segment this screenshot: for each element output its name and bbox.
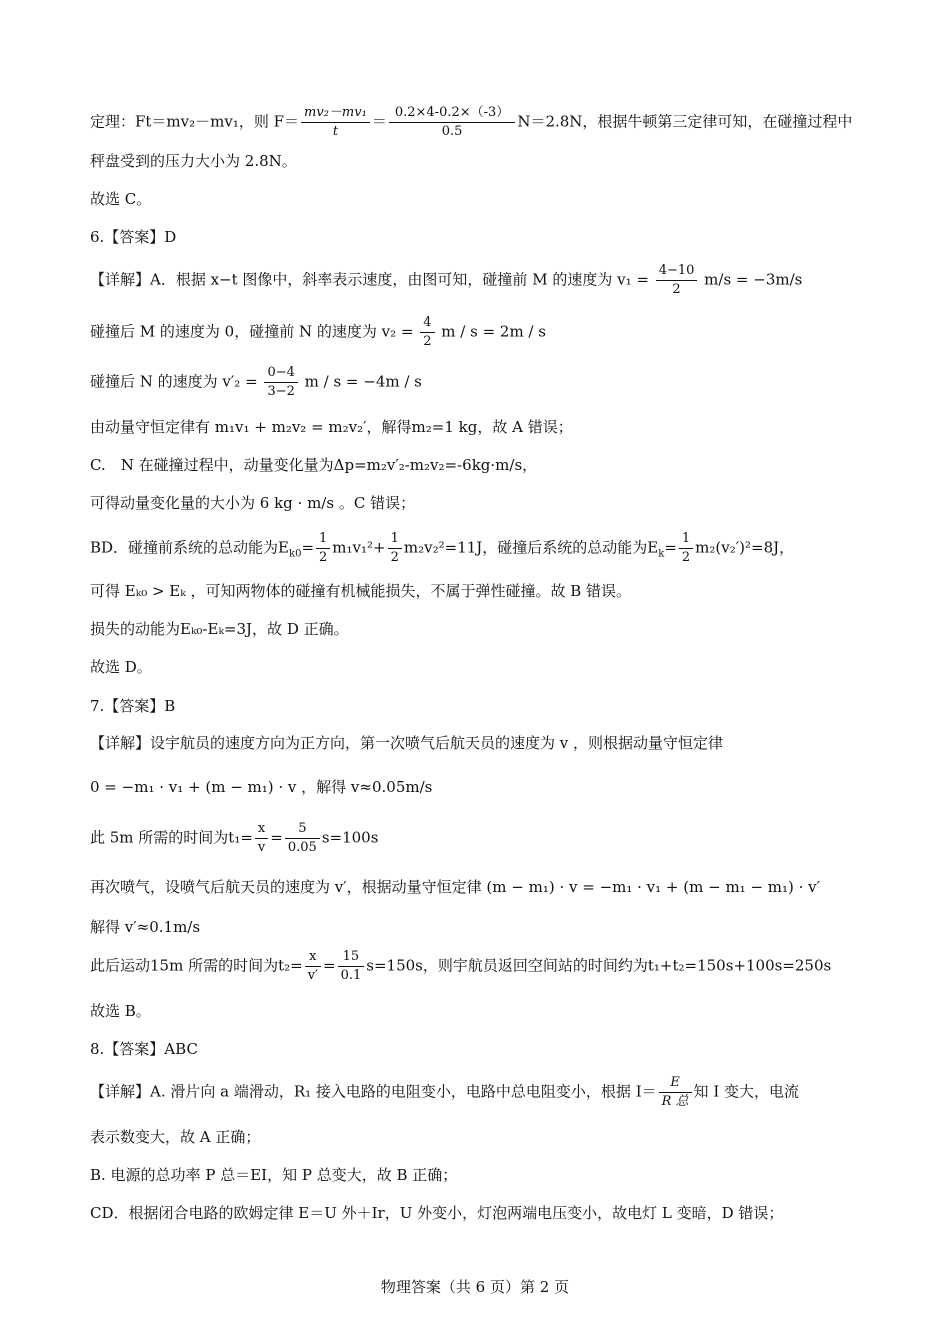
fraction: $\frac{1}{2}$	[316, 530, 330, 567]
line-5: 【详解】A．根据 x−t 图像中，斜率表示速度，由图可知，碰撞前 M 的速度为 v₁ = $\frac{4-10}{2}$ m/s = −3m/s	[90, 263, 803, 297]
fraction: $\frac{5}{0.05}$	[285, 820, 320, 857]
line-6: 碰撞后 M 的速度为 0，碰撞前 N 的速度为 v₂ = $\frac{4}{2}$ m / s = 2m / s	[90, 315, 546, 349]
line-19: 再次喷气，设喷气后航天员的速度为 v′，根据动量守恒定律 (m − m₁) · v = −m₁ · v₁ + (m − m₁ − m₁) · v′	[90, 878, 821, 896]
answer-heading-6: 6.【答案】D	[90, 228, 177, 246]
line-27: CD．根据闭合电路的欧姆定律 E＝U 外＋Ir，U 外变小，灯泡两端电压变小，故电灯 L 变暗，D 错误；	[90, 1204, 784, 1222]
page-footer: 物理答案（共 6 页）第 2 页	[380, 1278, 570, 1296]
fraction: $\frac{4}{2}$	[420, 314, 434, 351]
line-12: 可得 Eₖ₀ > Eₖ ，可知两物体的碰撞有机械能损失，不属于弹性碰撞。故 B 错误。	[90, 582, 632, 600]
fraction: $\frac{0.2\times 4-0.2\times(-3)}{0.5}$	[389, 104, 515, 141]
line-14: 故选 D。	[90, 658, 152, 676]
line-21: 此后运动15m 所需的时间为t₂= $\frac{x}{v'}$ = $\frac{15}{0.1}$ s=150s，则宇航员返回空间站的时间约为t₁+t₂=150s+100s=250s	[90, 949, 832, 983]
answer-heading-7: 7.【答案】B	[90, 697, 176, 715]
line-13: 损失的动能为Eₖ₀-Eₖ=3J，故 D 正确。	[90, 620, 349, 638]
fraction: $\frac{E}{\text{R 总}}$	[659, 1074, 692, 1111]
line-17: 0 = −m₁ · v₁ + (m − m₁) · v ，解得 v≈0.05m/s	[90, 778, 433, 796]
line-1: 定理：Ft＝mv₂－mv₁，则 F＝ $\frac{\text{mv₂－mv₁}}{t}$ ＝ $\frac{0.2\times 4-0.2\times(-3)}{0.5}$ N＝2.8N，根据牛顿第三定律可知，在碰撞过程中	[90, 105, 853, 139]
line-22: 故选 B。	[90, 1002, 151, 1020]
fraction: $\frac{1}{2}$	[679, 530, 693, 567]
line-3: 故选 C。	[90, 190, 152, 208]
line-24: 【详解】A. 滑片向 a 端滑动，R₁ 接入电路的电阻变小，电路中总电阻变小，根据 I＝ $\frac{E}{\text{R 总}}$ 知 I 变大，电流	[90, 1075, 800, 1109]
fraction: $\frac{x}{v}$	[255, 820, 268, 857]
fraction: $\frac{4-10}{2}$	[656, 262, 698, 299]
fraction: $\frac{15}{0.1}$	[338, 948, 365, 985]
line-2: 秤盘受到的压力大小为 2.8N。	[90, 152, 297, 170]
line-9: C. N 在碰撞过程中，动量变化量为Δp=m₂v′₂-m₂v₂=-6kg·m/s，	[90, 456, 538, 474]
line-11: BD．碰撞前系统的总动能为$E_{k0}=$ $\frac{1}{2}$ m₁v₁²+ $\frac{1}{2}$ m₂v₂²=11J，碰撞后系统的总动能为$E_k=$ $\frac{1}{2}$ m₂(v₂′)²=8J，	[90, 531, 795, 565]
line-25: 表示数变大，故 A 正确；	[90, 1128, 261, 1146]
line-10: 可得动量变化量的大小为 6 kg · m/s 。C 错误；	[90, 494, 416, 512]
fraction: $\frac{x}{v'}$	[305, 948, 321, 985]
line-16: 【详解】设宇航员的速度方向为正方向，第一次喷气后航天员的速度为 v ，则根据动量守恒定律	[90, 734, 724, 752]
line-20: 解得 v′≈0.1m/s	[90, 918, 201, 936]
line-7: 碰撞后 N 的速度为 v′₂ = $\frac{0-4}{3-2}$ m / s = −4m / s	[90, 365, 422, 399]
line-26: B. 电源的总功率 P 总＝EI，知 P 总变大，故 B 正确；	[90, 1166, 458, 1184]
fraction: $\frac{0-4}{3-2}$	[264, 364, 297, 401]
fraction: $\frac{\text{mv₂－mv₁}}{t}$	[301, 104, 370, 141]
answer-heading-8: 8.【答案】ABC	[90, 1040, 198, 1058]
fraction: $\frac{1}{2}$	[388, 530, 402, 567]
line-8: 由动量守恒定律有 m₁v₁ + m₂v₂ = m₂v₂′，解得m₂=1 kg，故 A 错误；	[90, 418, 573, 436]
line-18: 此 5m 所需的时间为t₁= $\frac{x}{v}$ = $\frac{5}{0.05}$ s=100s	[90, 821, 379, 855]
